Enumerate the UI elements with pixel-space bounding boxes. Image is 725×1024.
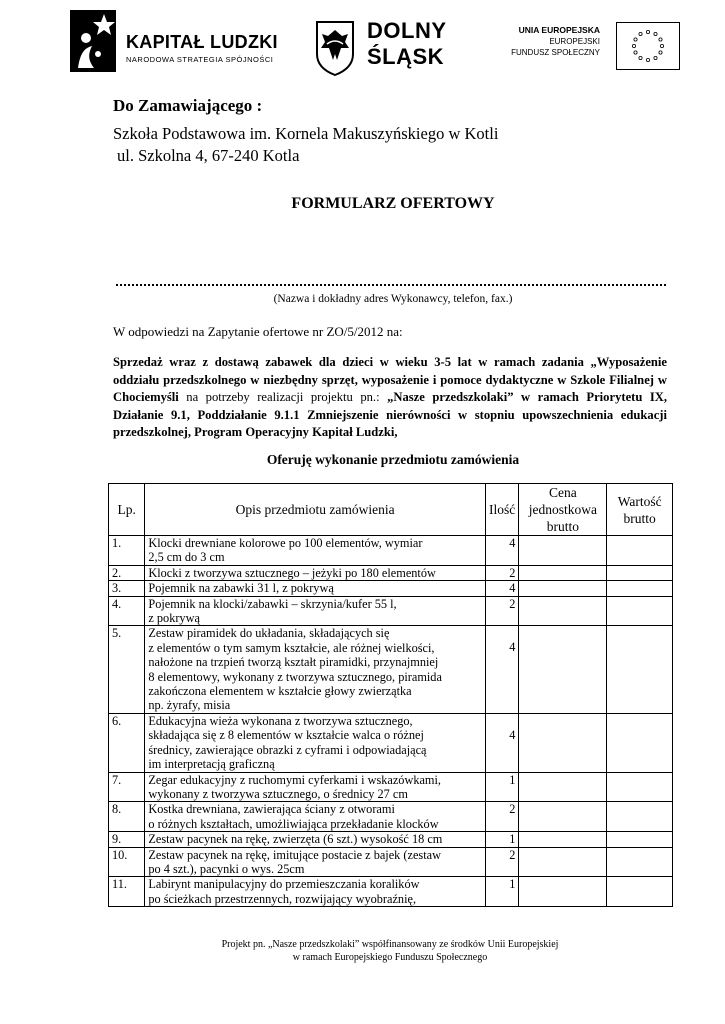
row-description-line: nałożone na trzpień tworzą kształt piramidki, przynajmniej: [148, 655, 439, 670]
table-header-row: [109, 484, 673, 536]
contractor-dotted-line: [116, 284, 666, 286]
row-total-value-input[interactable]: [607, 772, 673, 802]
offer-heading: Oferuję wykonanie przedmiotu zamówienia: [266, 452, 520, 467]
footer: [100, 938, 680, 964]
table-row: [109, 802, 673, 832]
description-part3: „Nasze przedszkolaki” w ramach Priorytetu IX, Działanie 9.1, Poddziałanie 9.1.1 Zmniejszenie nierówności w stopniu upowszechnienia edukacji przedszkolnej, Program Operacyjny Kapitał Ludzki,: [113, 390, 667, 439]
row-description-line: Klocki drewniane kolorowe po 100 elementów, wymiar: [148, 536, 423, 550]
header-opis: Opis przedmiotu zamówienia: [145, 484, 485, 536]
row-unit-price-input[interactable]: [519, 581, 607, 596]
page-title: FORMULARZ OFERTOWY: [291, 195, 495, 212]
row-description-line: im interpretacją graficzną: [148, 757, 275, 772]
row-quantity: [485, 596, 519, 626]
row-description-line: Labirynt manipulacyjny do przemieszczania koralików: [148, 877, 420, 892]
kapital-ludzki-subtitle: NARODOWA STRATEGIA SPÓJNOŚCI: [126, 55, 274, 64]
row-total-value-input[interactable]: [607, 626, 673, 713]
row-lp: 5.: [109, 626, 145, 713]
row-unit-price-input[interactable]: [519, 832, 607, 847]
row-description: [145, 713, 485, 772]
row-unit-price-input[interactable]: [519, 847, 607, 877]
row-description-line: składająca się z 8 elementów w kształcie walca o różnej: [148, 728, 424, 743]
intro-text: W odpowiedzi na Zapytanie ofertowe nr ZO/5/2012 na:: [113, 324, 403, 339]
footer-line2: w ramach Europejskiego Funduszu Społecznego: [292, 952, 488, 963]
row-quantity-value: 1: [509, 772, 516, 787]
row-quantity-value: 4: [509, 536, 516, 550]
row-lp: 6.: [109, 713, 145, 772]
row-total-value-input[interactable]: [607, 802, 673, 832]
row-unit-price-input[interactable]: [519, 802, 607, 832]
row-quantity-value: 2: [509, 802, 516, 817]
header-logos: [70, 10, 670, 82]
row-quantity: [485, 772, 519, 802]
row-quantity-value: 2: [509, 565, 516, 580]
header-cena: Cena jednostkowa brutto: [519, 484, 607, 536]
table-row: [109, 832, 673, 847]
table-row: [109, 536, 673, 566]
header-wartosc: Wartość brutto: [607, 484, 673, 536]
row-description-line: Pojemnik na zabawki 31 l, z pokrywą: [148, 581, 334, 596]
items-table: [108, 483, 673, 907]
row-description-line: Zestaw piramidek do układania, składających się: [148, 626, 390, 641]
row-description: [145, 536, 485, 566]
row-quantity: [485, 565, 519, 580]
row-description-line: Pojemnik na klocki/zabawki – skrzynia/kufer 55 l,: [148, 596, 397, 611]
row-lp: 8.: [109, 802, 145, 832]
row-description-line: zakończona elementem w kształcie głowy zwierzątka: [148, 684, 412, 699]
addressee-label: Do Zamawiającego :: [113, 96, 263, 115]
table-row: [109, 877, 673, 907]
description-part2: na potrzeby realizacji projektu pn.:: [178, 390, 388, 404]
table-row: [109, 565, 673, 580]
table-row: [109, 596, 673, 626]
row-description-line: Kostka drewniana, zawierająca ściany z otworami: [148, 802, 395, 817]
row-quantity-value: 4: [509, 581, 516, 596]
eu-line3: FUNDUSZ SPOŁECZNY: [511, 48, 600, 57]
school-name: Szkoła Podstawowa im. Kornela Makuszyńskiego w Kotli: [113, 124, 499, 143]
row-lp: 9.: [109, 832, 145, 847]
row-description: [145, 596, 485, 626]
row-description: [145, 877, 485, 907]
row-unit-price-input[interactable]: [519, 596, 607, 626]
row-description-line: Zestaw pacynek na rękę, imitujące postacie z bajek (zestaw: [148, 847, 441, 862]
row-description: [145, 581, 485, 596]
row-quantity-value: 2: [509, 596, 516, 611]
row-description-line: o różnych kształtach, umożliwiająca przekładanie klocków: [148, 816, 439, 831]
row-description-line: z pokrywą: [148, 611, 200, 626]
table-row: [109, 713, 673, 772]
row-description-line: 2,5 cm do 3 cm: [148, 550, 225, 565]
kapital-ludzki-title: KAPITAŁ LUDZKI: [126, 32, 278, 52]
row-total-value-input[interactable]: [607, 847, 673, 877]
dolny-slask-crest-icon: [315, 20, 355, 76]
table-body: [109, 536, 673, 907]
row-total-value-input[interactable]: [607, 536, 673, 566]
row-lp: 1.: [109, 536, 145, 566]
row-description-line: po ścieżkach przestrzennych, rozwijający wyobraźnię,: [148, 891, 417, 906]
row-quantity: [485, 713, 519, 772]
table-row: [109, 626, 673, 713]
row-unit-price-input[interactable]: [519, 626, 607, 713]
row-description: [145, 847, 485, 877]
row-description-line: wykonany z tworzywa sztucznego, o średnicy 27 cm: [148, 786, 408, 801]
header-lp: Lp.: [109, 484, 145, 536]
row-lp: 7.: [109, 772, 145, 802]
row-quantity: [485, 626, 519, 713]
row-description-line: Zestaw pacynek na rękę, zwierzęta (6 szt.) wysokość 18 cm: [148, 832, 443, 847]
row-description: [145, 832, 485, 847]
row-unit-price-input[interactable]: [519, 877, 607, 907]
row-description-line: średnicy, zawierające obrazki z cyframi i odpowiadającą: [148, 742, 427, 757]
row-quantity-value: 2: [509, 847, 516, 862]
row-quantity: [485, 832, 519, 847]
row-lp: 2.: [109, 565, 145, 580]
row-lp: 4.: [109, 596, 145, 626]
row-quantity: [485, 581, 519, 596]
row-description: [145, 565, 485, 580]
row-unit-price-input[interactable]: [519, 713, 607, 772]
row-quantity-value: 1: [509, 832, 516, 847]
row-quantity: [485, 536, 519, 566]
row-description-line: z elementów o tym samym kształcie, ale różnej wielkości,: [148, 640, 435, 655]
header-ilosc: Ilość: [485, 484, 519, 536]
row-lp: 3.: [109, 581, 145, 596]
dolny-slask-line2: ŚLĄSK: [367, 44, 445, 69]
eu-text-block: [490, 25, 600, 58]
kapital-ludzki-logo-icon: [70, 10, 116, 72]
table-row: [109, 581, 673, 596]
row-quantity-value: 4: [509, 727, 516, 742]
row-total-value-input[interactable]: [607, 877, 673, 907]
row-unit-price-input[interactable]: [519, 772, 607, 802]
row-unit-price-input[interactable]: [519, 565, 607, 580]
eu-line2: EUROPEJSKI: [549, 37, 600, 46]
table-row: [109, 772, 673, 802]
row-total-value-input[interactable]: [607, 596, 673, 626]
row-description-line: np. żyrafy, misia: [148, 698, 231, 713]
row-total-value-input[interactable]: [607, 832, 673, 847]
dolny-slask-line1: DOLNY: [367, 18, 447, 43]
row-lp: 11.: [109, 877, 145, 907]
eu-flag-icon: [616, 22, 680, 70]
row-description-line: Klocki z tworzywa sztucznego – jeżyki po 180 elementów: [148, 565, 436, 580]
table-row: [109, 847, 673, 877]
row-description: [145, 626, 485, 713]
row-description-line: Zegar edukacyjny z ruchomymi cyferkami i wskazówkami,: [148, 772, 441, 787]
row-quantity-value: 4: [509, 640, 516, 655]
eu-line1: UNIA EUROPEJSKA: [518, 25, 600, 35]
description-part1: Sprzedaż wraz z dostawą zabawek dla dzieci w wieku 3-5 lat w ramach zadania „Wyposażenie oddziału przedszkolnego w niezbędny sprzęt, wyposażenie i pomoce dydaktyczne w Szkole Filialnej w Chociemyśli: [113, 355, 667, 404]
row-quantity-value: 1: [509, 877, 516, 892]
row-unit-price-input[interactable]: [519, 536, 607, 566]
footer-line1: Projekt pn. „Nasze przedszkolaki” współfinansowany ze środków Unii Europejskiej: [221, 939, 559, 950]
row-description-line: po 4 szt.), pacynki o wys. 25cm: [148, 861, 305, 876]
school-address: ul. Szkolna 4, 67-240 Kotla: [117, 146, 300, 165]
contractor-caption: (Nazwa i dokładny adres Wykonawcy, telefon, fax.): [273, 293, 513, 305]
row-description: [145, 802, 485, 832]
order-description: [113, 354, 667, 442]
row-lp: 10.: [109, 847, 145, 877]
row-description-line: 8 elementowy, wykonany z tworzywa sztucznego, piramida: [148, 669, 442, 684]
row-quantity: [485, 802, 519, 832]
row-total-value-input[interactable]: [607, 565, 673, 580]
row-total-value-input[interactable]: [607, 581, 673, 596]
row-description: [145, 772, 485, 802]
row-total-value-input[interactable]: [607, 713, 673, 772]
row-description-line: Edukacyjna wieża wykonana z tworzywa sztucznego,: [148, 713, 413, 728]
row-quantity: [485, 847, 519, 877]
row-quantity: [485, 877, 519, 907]
